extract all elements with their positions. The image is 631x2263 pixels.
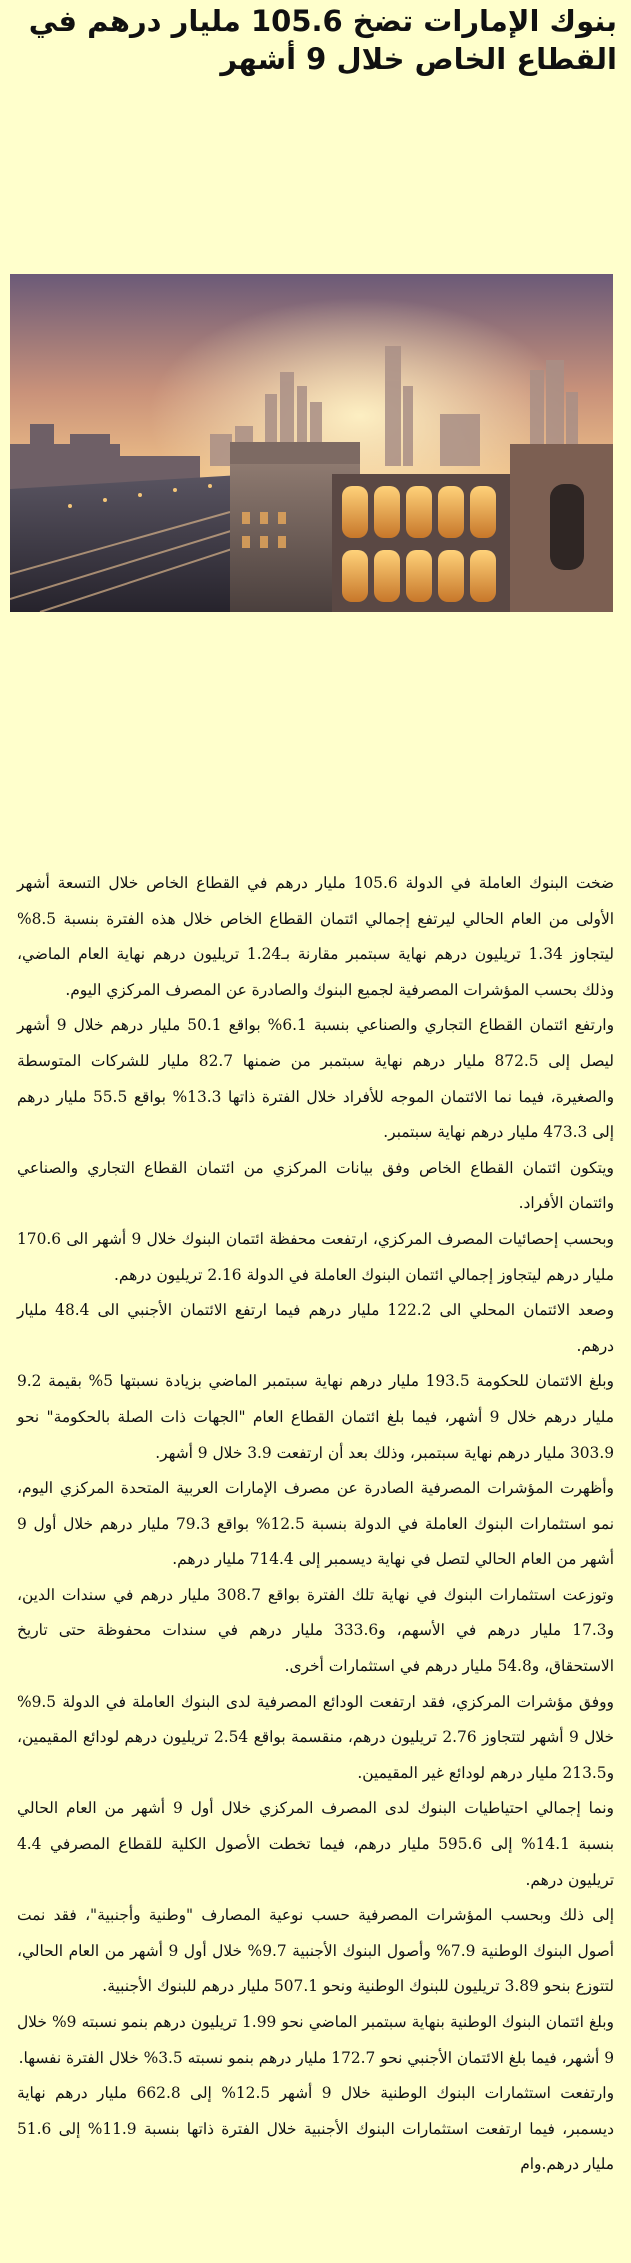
article-paragraph: وبلغ ائتمان البنوك الوطنية بنهاية سبتمبر الماضي نحو 1.99 تريليون درهم بنمو نسبته 9% خلال 9 أشهر، فيما بلغ الائتمان الأجنبي نحو 172.7 مليار درهم بنمو نسبته 3.5% خلال الفترة نفسها. xyxy=(17,2013,614,2067)
city-skyline-photo xyxy=(10,274,613,612)
article-paragraph: إلى ذلك وبحسب المؤشرات المصرفية حسب نوعية المصارف "وطنية وأجنبية"، فقد نمت أصول البنوك الوطنية 7.9% وأصول البنوك الأجنبية 9.7% خلال أول 9 أشهر من العام الحالي، لتتوزع بنحو 3.89 تريليون للبنوك الوطنية ونحو 507.1 مليار درهم للبنوك الأجنبية. xyxy=(17,1906,614,1996)
article-paragraph: وصعد الائتمان المحلي الى 122.2 مليار درهم فيما ارتفع الائتمان الأجنبي الى 48.4 مليار درهم. xyxy=(17,1301,615,1355)
article-headline: بنوك الإمارات تضخ 105.6 مليار درهم في القطاع الخاص خلال 9 أشهر xyxy=(28,4,617,76)
article-paragraph: وارتفعت استثمارات البنوك الوطنية خلال 9 أشهر 12.5% إلى 662.8 مليار درهم نهاية ديسمبر، فيما ارتفعت استثمارات البنوك الأجنبية خلال الفترة ذاتها بنسبة 11.9% إلى 51.6 مليار درهم.وام xyxy=(17,2084,615,2174)
article-paragraph: ووفق مؤشرات المركزي، فقد ارتفعت الودائع المصرفية لدى البنوك العاملة في الدولة 9.5% خلال 9 أشهر لتتجاوز 2.76 تريليون درهم، منقسمة بواقع 2.54 تريليون درهم لودائع المقيمين، و213.5 مليار درهم لودائع غير المقيمين. xyxy=(17,1692,614,1782)
article-paragraph: وتوزعت استثمارات البنوك في نهاية تلك الفترة بواقع 308.7 مليار درهم في سندات الدين، و17.3 مليار درهم في الأسهم، و333.6 مليار درهم في سندات محفوظة حتى تاريخ الاستحقاق، و54.8 مليار درهم في استثمارات أخرى. xyxy=(17,1585,614,1676)
hero-photo xyxy=(10,274,613,612)
article-paragraph: ونما إجمالي احتياطيات البنوك لدى المصرف المركزي خلال أول 9 أشهر من العام الحالي بنسبة 14.1% إلى 595.6 مليار درهم، فيما تخطت الأصول الكلية للقطاع المصرفي 4.4 تريليون درهم. xyxy=(17,1799,614,1889)
article-paragraph: وأظهرت المؤشرات المصرفية الصادرة عن مصرف الإمارات العربية المتحدة المركزي اليوم، نمو استثمارات البنوك العاملة في الدولة بنسبة 12.5% بواقع 79.3 مليار درهم خلال أول 9 أشهر من العام الحالي لتصل في نهاية ديسمبر إلى 714.4 مليار درهم. xyxy=(17,1479,615,1569)
article-body xyxy=(17,866,614,2183)
article-paragraph: وبحسب إحصائيات المصرف المركزي، ارتفعت محفظة ائتمان البنوك خلال 9 أشهر الى 170.6 مليار درهم ليتجاوز إجمالي ائتمان البنوك العاملة في الدولة 2.16 تريليون درهم. xyxy=(17,1229,614,1284)
article-paragraph: ضخت البنوك العاملة في الدولة 105.6 مليار درهم في القطاع الخاص خلال التسعة أشهر الأولى من العام الحالي ليرتفع إجمالي ائتمان القطاع الخاص خلال هذه الفترة بنسبة 8.5% ليتجاوز 1.34 تريليون درهم نهاية سبتمبر مقارنة بـ1.24 تريليون درهم نهاية العام الماضي، وذلك بحسب المؤشرات المصرفية لجميع البنوك والصادرة عن المصرف المركزي اليوم. xyxy=(17,874,615,999)
article-paragraph: وبلغ الائتمان للحكومة 193.5 مليار درهم نهاية سبتمبر الماضي بزيادة نسبتها 5% بقيمة 9.2 مليار درهم خلال 9 أشهر، فيما بلغ ائتمان القطاع العام "الجهات ذات الصلة بالحكومة" نحو 303.9 مليار درهم نهاية سبتمبر، وذلك بعد أن ارتفعت 3.9 خلال 9 أشهر. xyxy=(17,1372,614,1462)
article-paragraph: ويتكون ائتمان القطاع الخاص وفق بيانات المركزي من ائتمان القطاع التجاري والصناعي وائتمان الأفراد. xyxy=(17,1158,614,1213)
article-paragraph: وارتفع ائتمان القطاع التجاري والصناعي بنسبة 6.1% بواقع 50.1 مليار درهم خلال 9 أشهر ليصل إلى 872.5 مليار درهم نهاية سبتمبر من ضمنها 82.7 مليار للشركات المتوسطة والصغيرة، فيما نما الائتمان الموجه للأفراد خلال الفترة ذاتها 13.3% بواقع 55.5 مليار درهم إلى 473.3 مليار درهم نهاية سبتمبر. xyxy=(17,1016,615,1142)
